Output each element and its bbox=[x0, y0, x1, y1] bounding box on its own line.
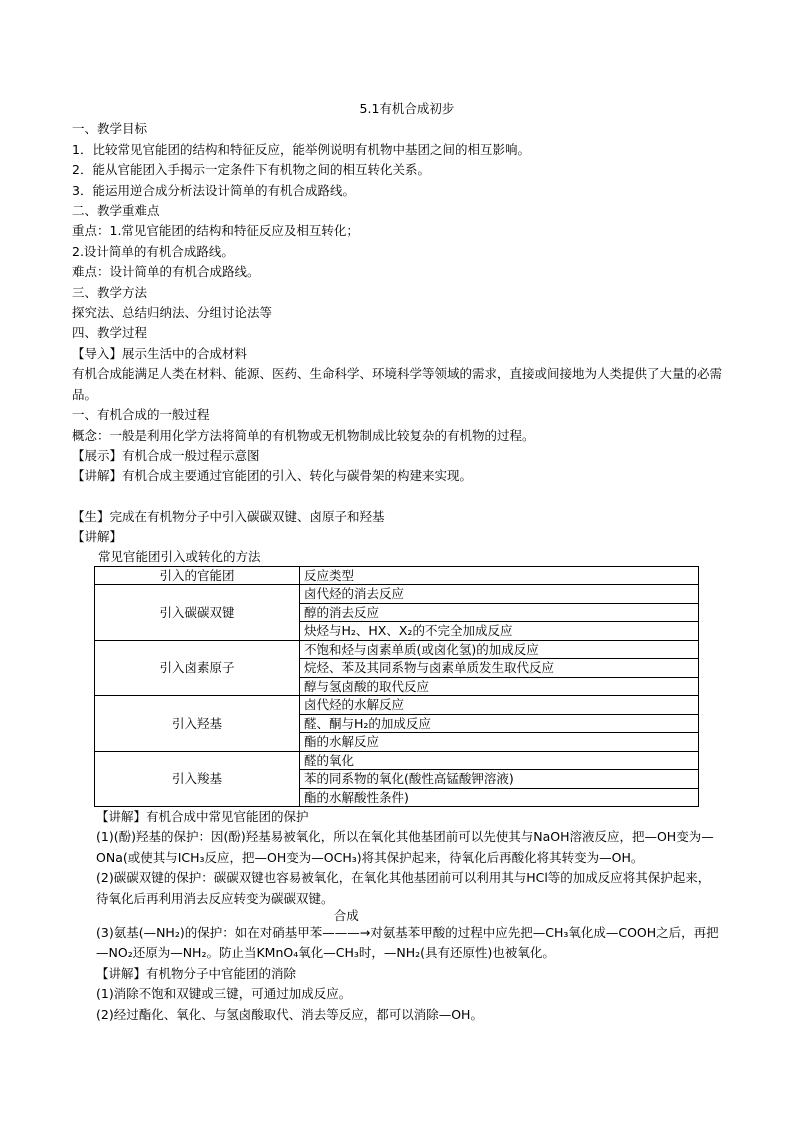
section-heading-goals: 一、教学目标 bbox=[72, 121, 148, 137]
blank-line bbox=[72, 487, 722, 507]
table-cell: 炔烃与H₂、HX、X₂的不完全加成反应 bbox=[300, 622, 699, 641]
table-cell: 酯的水解酸性条件) bbox=[300, 788, 699, 807]
protect-paragraph-3 bbox=[72, 908, 722, 964]
table-cell: 烷烃、苯及其同系物与卤素单质发生取代反应 bbox=[300, 659, 699, 678]
section-heading-keypoints: 二、教学重难点 bbox=[72, 203, 160, 219]
table-cell: 醇与氢卤酸的取代反应 bbox=[300, 677, 699, 696]
protect-paragraph-1: (1)(酚)羟基的保护：因(酚)羟基易被氧化，所以在氧化其他基团前可以先使其与NaOH溶液反应，把—OH变为—ONa(或使其与ICH₃反应，把—OH变为—OCH₃)将其保护起来，待氧化后再酸化将其转变为—OH。 bbox=[96, 829, 714, 865]
subheading-general-process: 一、有机合成的一般过程 bbox=[72, 407, 210, 423]
synthesis-arrow bbox=[322, 908, 371, 943]
table-group-cell: 引入碳碳双键 bbox=[95, 585, 300, 641]
table-header-row bbox=[95, 566, 699, 585]
difficulty: 难点：设计简单的有机合成路线。 bbox=[72, 264, 260, 280]
protect-3-start: (3)氨基(—NH₂)的保护：如在对硝基甲苯 bbox=[96, 925, 323, 941]
elim-1: (1)消除不饱和双键或三键，可通过加成反应。 bbox=[96, 986, 352, 1002]
table-caption: 常见官能团引入或转化的方法 bbox=[98, 548, 261, 564]
table-group-cell: 引入羧基 bbox=[95, 751, 300, 807]
protect-heading: 【讲解】有机合成中常见官能团的保护 bbox=[96, 809, 309, 825]
table-cell: 醇的消去反应 bbox=[300, 603, 699, 622]
table-group-cell: 引入卤素原子 bbox=[95, 640, 300, 696]
concept-text: 概念：一般是利用化学方法将简单的有机物或无机物制成比较复杂的有机物的过程。 bbox=[72, 427, 535, 443]
show-label: 【展示】有机合成一般过程示意图 bbox=[72, 447, 260, 463]
synthesis-arrow-label: 合成 bbox=[333, 908, 359, 924]
key-point-2: 2.设计简单的有机合成路线。 bbox=[72, 243, 234, 259]
table-header-cell: 引入的官能团 bbox=[95, 566, 300, 585]
arrow-glyph: ———→ bbox=[322, 925, 371, 941]
section-heading-methods: 三、教学方法 bbox=[72, 284, 148, 300]
protect-3-end: 对氨基苯甲酸的过程中应先把—CH₃氧化成—COOH之后，再把—NO₂还原为—NH₂。防止当KMnO₄氧化—CH₃时，—NH₂(具有还原性)也被氧化。 bbox=[96, 925, 719, 961]
methods-table bbox=[94, 566, 699, 808]
table-row bbox=[95, 585, 699, 604]
table-group-cell: 引入羟基 bbox=[95, 696, 300, 752]
lecture-1: 【讲解】有机合成主要通过官能团的引入、转化与碳骨架的构建来实现。 bbox=[72, 468, 473, 484]
intro-label: 【导入】展示生活中的合成材料 bbox=[72, 345, 248, 361]
table-row bbox=[95, 751, 699, 770]
table-cell: 酯的水解反应 bbox=[300, 733, 699, 752]
intro-paragraph: 有机合成能满足人类在材料、能源、医药、生命科学、环境科学等领域的需求，直接或间接地为人类提供了大量的必需品。 bbox=[72, 366, 723, 402]
lecture-2: 【讲解】 bbox=[72, 529, 123, 545]
document-body bbox=[72, 99, 722, 1025]
table-cell: 苯的同系物的氧化(酸性高锰酸钾溶液) bbox=[300, 770, 699, 789]
protect-paragraph-2: (2)碳碳双键的保护：碳碳双键也容易被氧化，在氧化其他基团前可以利用其与HCl等的加成反应将其保护起来，待氧化后再利用消去反应转变为碳碳双键。 bbox=[96, 870, 711, 906]
table-row bbox=[95, 696, 699, 715]
elim-heading: 【讲解】有机物分子中官能团的消除 bbox=[96, 965, 297, 981]
key-point-1: 重点：1.常见官能团的结构和特征反应及相互转化； bbox=[72, 223, 359, 239]
goal-1: 1．比较常见官能团的结构和特征反应，能举例说明有机物中基团之间的相互影响。 bbox=[72, 141, 530, 157]
page-title: 5.1有机合成初步 bbox=[359, 101, 455, 116]
table-row bbox=[95, 640, 699, 659]
table-cell: 不饱和烃与卤素单质(或卤化氢)的加成反应 bbox=[300, 640, 699, 659]
elim-2: (2)经过酯化、氧化、与氢卤酸取代、消去等反应，都可以消除—OH。 bbox=[96, 1006, 483, 1022]
table-cell: 醛、酮与H₂的加成反应 bbox=[300, 714, 699, 733]
table-cell: 卤代烃的水解反应 bbox=[300, 696, 699, 715]
goal-3: 3．能运用逆合成分析法设计简单的有机合成路线。 bbox=[72, 182, 355, 198]
section-heading-process: 四、教学过程 bbox=[72, 325, 148, 341]
methods-text: 探究法、总结归纳法、分组讨论法等 bbox=[72, 305, 273, 321]
student-task: 【生】完成在有机物分子中引入碳碳双键、卤原子和羟基 bbox=[72, 508, 385, 524]
table-cell: 卤代烃的消去反应 bbox=[300, 585, 699, 604]
table-cell: 醛的氧化 bbox=[300, 751, 699, 770]
table-header-cell: 反应类型 bbox=[300, 566, 699, 585]
goal-2: 2．能从官能团入手揭示一定条件下有机物之间的相互转化关系。 bbox=[72, 162, 430, 178]
